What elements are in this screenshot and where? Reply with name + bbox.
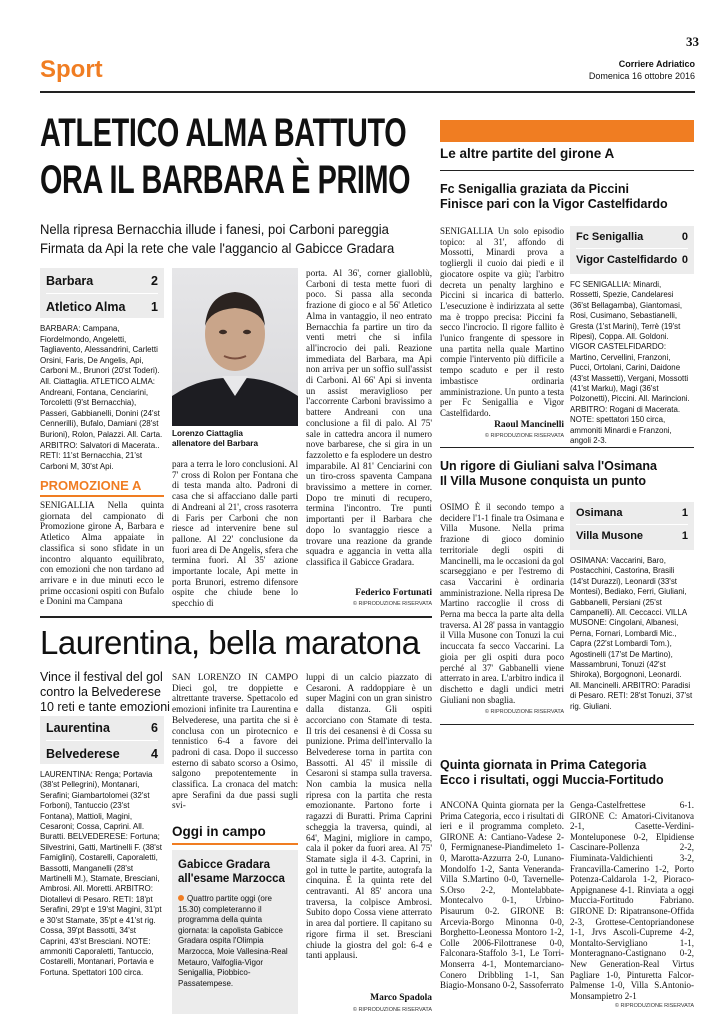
headline-line-2: ORA IL BARBARA È PRIMO <box>40 158 411 202</box>
oggi-text <box>178 894 292 989</box>
main-signature: Federico Fortunati <box>355 588 432 598</box>
team-goals: 1 <box>151 300 158 314</box>
score-row-away <box>576 525 688 542</box>
oggi-underline <box>172 843 298 845</box>
team-goals: 1 <box>681 507 688 519</box>
oggi-title <box>178 858 292 886</box>
subhead-line-1: Nella ripresa Bernacchia illude i fanesi, poi Carboni pareggia <box>40 221 389 237</box>
subhead-line-2: Firmata da Api la rete che vale l'aggancio al Gabicce Gradara <box>40 240 395 256</box>
coach-photo <box>172 268 298 426</box>
score-row-away <box>576 249 688 266</box>
headline-line-1: ATLETICO ALMA BATTUTO <box>40 111 407 155</box>
osimana-lineups: OSIMANA: Vaccarini, Baro, Postacchini, Castorina, Brasili (14'st Durazzi), Leonardi (33'st Montesi), Bediako, Ferri, Giuliani, Gabbanelli, Persiani (25'st Campanelli). All. Ceccacci. VILLA MUSONE: Cingolani, Albanesi, Perna, Fornari, Lombardi Mic., Capra (22'st Lombardi Tom.), Agostinelli (17'st De Martino), Massambruni, Tonuzi (42'st Shiroka), Borgognoni, Leonardi. All. Mancinelli. ARBITRO: Paradisi di Pesaro. RETI: 28'st Tonuzi, 37'st rig. Giuliani. <box>570 556 693 711</box>
oggi-label: Oggi in campo <box>172 824 266 839</box>
laurentina-text-col-1: SAN LORENZO IN CAMPO Dieci gol, tre doppiette e altrettante traverse. Spettacolo ed emozioni infinite tra Laurentina e Belvederese, una partita che si è conclusa con un pirotecnico e tennistico 6-4 a favore dei padroni di casa. Dopo il successo esterno di sabato scorso a Osimo, salgono prepotentemente in classifica. La cronaca del match: apre Serafini da due passi sugli svi- <box>172 672 298 811</box>
coach-photo-illustration <box>172 268 298 426</box>
main-subhead <box>40 220 430 258</box>
score-row-home <box>46 721 158 741</box>
team-goals: 2 <box>151 274 158 288</box>
team-name: Vigor Castelfidardo <box>576 254 678 266</box>
edition-date: Domenica 16 ottobre 2016 <box>588 71 695 81</box>
section-label: Sport <box>40 56 103 83</box>
team-name: Villa Musone <box>576 530 644 542</box>
laurentina-lineups: LAURENTINA: Renga; Portavia (38'st Pellegrini), Montanari, Serafini; Giambartolomei (32'st Forboni), Tantuccio (23'st Fontana), Mattioli, Magini, Cesaroni; Cossa, Caprini. All. Buratti. BELVEDERESE: Fortuna; Silvestrini, Gatti, Martinelli F. (38'st Famiglini), Costarelli, Caporaletti, Bassotti, Manganelli (28'st Martinelli M.), Stamate, Bresciani, Ambrosi. All. Moretti. ARBITRO: Diotallevi di Pesaro. RETI: 18'pt Serafini, 29'pt e 19'st Magini, 31'pt e 30'st Stamate, 35'pt e 41'st rig. Cossa, 39'pt Bassotti, 34'st Caprini, 43'st Bresciani. NOTE: ammoniti Caporaletti, Tantuccio, Costarelli, Montanari, Portavia e Fortuna. Spettatori 100 circa. <box>40 770 163 977</box>
fc-headline-line-1: Fc Senigallia graziata da Piccini <box>440 182 629 196</box>
oggi-box <box>172 850 298 1014</box>
promo-label: PROMOZIONE A <box>40 478 142 493</box>
main-text-col-2: para a terra le loro conclusioni. Al 7' cross di Rolon per Fontana che di testa manda alto. Padroni di casa che si affacciano dalle parti di Andreani al 21', cross rasoterra di Faris per Carboni che non riesce ad intervenire bene sul pallone. Al 22' conclusione da fuori area di De Angelis, sfera che termina fuori. Al 35' azione importante locale, Api mette in porta Brunori, estremo difensore ospite che chiude bene lo specchio di <box>172 459 298 609</box>
fc-senigallia-rights: © RIPRODUZIONE RISERVATA <box>484 433 564 439</box>
oggi-text-body: Quattro partite oggi (ore 15.30) completeranno il programma della quinta giornata: la capolista Gabicce Gradara ospita l'Olimpia Marzocca, Moie Vallesina-Real Metauro, Valfoglia-Vigor Senigallia, Piobbico-Passatempese. <box>178 894 288 988</box>
fc-headline-line-2: Finisce pari con la Vigor Castelfidardo <box>440 197 668 211</box>
newspaper-name: Corriere Adriatico <box>618 59 695 69</box>
team-goals: 0 <box>681 231 688 243</box>
sidebar-title: Le altre partite del girone A <box>440 146 615 161</box>
main-rights: © RIPRODUZIONE RISERVATA <box>352 601 432 607</box>
score-row-away <box>46 741 158 761</box>
photo-caption-line-2: allenatore del Barbara <box>172 439 259 448</box>
fc-senigallia-signature: Raoul Mancinelli <box>494 420 564 430</box>
team-name: Atletico Alma <box>46 300 126 314</box>
score-row-home <box>576 231 688 249</box>
osimana-headline <box>440 459 694 489</box>
main-lineups: BARBARA: Campana, Fiordelmondo, Angeletti, Tagliavento, Alessandrini, Carletti Orsini, Faris, De Angelis, Api, Carboni M., Brunori (20'st Toderi). All. Ciattaglia. ATLETICO ALMA: Andreani, Fontana, Cenciarini, Torcoletti (9'st Bernacchia), Passeri, Gabbianelli, Donini (24'st Cennerilli), Bufalo, Damiani (28'st Burioni), Rolon, Palazzi. All. Carta. ARBITRO: Salvatori di Macerata.. RETI: 11'st Bernacchia, 21'st Carboni M, 30'st Api. <box>40 324 163 471</box>
osimana-rights: © RIPRODUZIONE RISERVATA <box>484 709 564 715</box>
oggi-title-line-1: Gabicce Gradara <box>178 859 271 871</box>
oggi-title-line-2: all'esame Marzocca <box>178 873 285 885</box>
prima-rights: © RIPRODUZIONE RISERVATA <box>614 1003 694 1009</box>
score-box-barbara <box>40 268 164 318</box>
laurentina-text-col-2: luppi di un calcio piazzato di Cesaroni. A raddoppiare è un super Magini con un gran sinistro dalla distanza. Gli ospiti accorciano con Stamate di testa. Il tris dei cesanensi è di Cossa su punizione. Prima dell'intervallo la Belvederese torna in partita con Bassotti. Al 45' il missile di Cesaroni si stampa sulla traversa. Non cambia la musica nella ripresa con la partita che resta emozionante. Partono forte i ragazzi di Buratti. Prima Caprini scheggia la traversa, quindi, al 64', Magini, migliore in campo, cala il poker da fuori area. Al 75' Stamate sigla il 4-3. Caprini, in gol in tutte le partite, autografa la cinquina. È la quinta rete del centravanti. Al 85' ancora una traversa, la colpisce Ambrosi. Subito dopo Cossa viene atterrato in area dal portiere. Il capitano su rigore firma il set. Bresciani chiude la giostra del gol: 6-4 e tanti applausi. <box>306 672 432 961</box>
main-text-col-3: porta. Al 36', corner gialloblù, Carboni di testa mette fuori di poco. Si passa alla seconda frazione di gioco e al 56' Atletico Alma in vantaggio, il neo entrato Bernacchia fa partire un tiro da venti metri che si infila all'incrocio dei pali. Reazione immediata del Barbara, ma Api non arriva per un soffio sull'assist di Carboni. Al 66' Api si inventa un assist meraviglioso per l'accorrente Carboni bravissimo a battere Andreani con una conclusione a fil di palo. Al 75' sale in cattedra ancora il numero nove barbarese, che si gira in un fazzoletto e fa esplodere un destro imparabile. Al 81' Cenciarini con un tiro-cross spaventa Campana bravissimo a mettere in corner. Dopo tre minuti di recupero, termina l'incontro. Tre punti importanti per il Barbara che dopo lo svantaggio riesce a trovare una reazione da grande squadra e aggancia in vetta alla classifica il Gabicce Gradara. <box>306 268 432 567</box>
prima-text-col-2: Genga-Castelfrettese 6-1. GIRONE C: Amatori-Civitanova 2-1, Casette-Verdini-Monteluponese 0-2, Elpidiense Cascinare-Pollenza 2-2, Fiuminata-Valdichienti 3-2, Francavilla-Camerino 1-2, Porto Potenza-Caldarola 1-2, Pioraco-Appignanese 4-1. Rinviata a oggi Muccia-Fortitudo Fabriano. GIRONE D: Ripatransone-Offida 2-3, Grottese-Centopriandonese 1-1, Jrvs Ascoli-Cupreme 4-2, Montalto-Servigliano 1-1, Monteragnano-Castignano 0-2, New Generation-Real Virtus Pagliare 1-0, Pinturetta Falcor-Palmense 1-0, Villa S.Antonio-Monsampietro 2-1 <box>570 800 694 1001</box>
main-text-col-1: SENIGALLIA Nella quinta giornata del campionato di Promozione girone A, Barbara e Atletico Alma appaiate in classifica si sono sfidate in un incontro alquanto equilibrato, con emozioni che non tardano ad arrivare e in due minuti ecco le prime occasioni ospiti con Bufalo e Donini ma Campana <box>40 500 165 607</box>
prima-headline-line-1: Quinta giornata in Prima Categoria <box>440 758 647 772</box>
page-number: 33 <box>686 34 699 49</box>
sidebar-divider-2 <box>440 724 694 725</box>
team-name: Fc Senigallia <box>576 231 644 243</box>
score-box-laurentina <box>40 716 164 764</box>
prima-headline <box>440 758 694 788</box>
team-name: Laurentina <box>46 721 110 735</box>
fc-senigallia-lineups: FC SENIGALLIA: Minardi, Rossetti, Spezie, Candelaresi (36'st Bellagamba), Giantomasi, Rosi, Cusimano, Sebastianelli, Gresta (1'st Marini), Terrè (19'st Ripesi), Coppa. All. Goldoni. VIGOR CASTELFIDARDO: Martino, Cervellini, Franzoni, Pucci, Ortolani, Carini, Daidone (43'st Massetti), Vergani, Mossotti (41'st Marku), Magi (36'st Polzonetti), Piccini. All. Marincioni. ARBITRO: Rogani di Macerata. NOTE: spettatori 150 circa, ammoniti Minardi e Franzoni, angoli 2-3. <box>570 280 690 446</box>
sidebar-divider-1 <box>440 447 694 448</box>
laurentina-top-rule <box>40 616 432 618</box>
osimana-headline-line-2: Il Villa Musone conquista un punto <box>440 474 647 488</box>
score-row-home <box>46 274 158 294</box>
promo-underline <box>40 495 164 497</box>
header-rule <box>40 91 695 93</box>
prima-headline-line-2: Ecco i risultati, oggi Muccia-Fortitudo <box>440 773 664 787</box>
sidebar-accent-bar <box>440 120 694 142</box>
laurentina-subhead-line-2: contro la Belvederese <box>40 685 161 699</box>
prima-text-col-1: ANCONA Quinta giornata per la Prima Categoria, ecco i risultati di ieri e il programma completo. GIRONE A: Cantiano-Vadese 2-0, Fermignanese-Piandimeleto 1-0, Marotta-Azzurra 2-0, Lunano-Mondolfo 1-2, Santa Veneranda-Villa S.Martino 0-0, Tavernelle-S.Orso 2-2, Montelabbate-Montecalvo 0-1, Urbino-Pisaurum 0-2. GIRONE B: Arcevia-Borgo Minonna 0-0, Borghetto-Leonessa Montoro 1-2, Colle 2006-Filottranese 0-0, Falconara-Staffolo 3-1, Le Torri-Monserra 4-1, Montemarciano-Conero Dribbling 1-1, San Biagio-Monsano 0-2, Sassoferrato <box>440 800 564 991</box>
team-name: Barbara <box>46 274 94 288</box>
fc-senigallia-headline <box>440 182 694 212</box>
team-goals: 1 <box>681 530 688 542</box>
team-goals: 0 <box>681 254 688 266</box>
photo-caption <box>172 429 298 449</box>
laurentina-headline: Laurentina, bella maratona <box>40 624 420 661</box>
score-box-osimana <box>570 502 694 550</box>
laurentina-signature: Marco Spadola <box>370 993 432 1003</box>
laurentina-subhead <box>40 670 170 715</box>
sidebar-title-rule <box>440 170 694 171</box>
laurentina-subhead-line-3: 10 reti e tante emozioni <box>40 700 170 714</box>
team-name: Belvederese <box>46 747 120 761</box>
bullet-icon <box>178 895 184 901</box>
team-goals: 6 <box>151 721 158 735</box>
team-goals: 4 <box>151 747 158 761</box>
osimana-headline-line-1: Un rigore di Giuliani salva l'Osimana <box>440 459 657 473</box>
score-row-away <box>46 294 158 314</box>
osimana-text: OSIMO È il secondo tempo a decidere l'1-1 finale tra Osimana e Villa Musone. Nella prima frazione di gioco dominio territoriale degli ospiti di Mancinelli, ma le occasioni da gol scarseggiano e per l'estremo di casa Vaccarini è ordinaria amministrazione. Nella ripresa De Martino raccoglie il cross di Perna ma becca la parte alta della traversa. Al 28' passa in vantaggio il Villa Musone con Tonuzi la cui incuccata fa secco Vaccarini. La gioia per gli ospiti dura poco perché al 37' Gabbanelli viene atterrato in area. L'arbitro indica il dischetto e dagli undici metri Giuliani non sbaglia. <box>440 502 564 705</box>
score-box-fc-senigallia <box>570 226 694 274</box>
score-row-home <box>576 507 688 525</box>
team-name: Osimana <box>576 507 623 519</box>
laurentina-rights: © RIPRODUZIONE RISERVATA <box>352 1007 432 1013</box>
main-headline <box>40 110 411 204</box>
laurentina-subhead-line-1: Vince il festival del gol <box>40 670 163 684</box>
photo-caption-line-1: Lorenzo Ciattaglia <box>172 429 243 438</box>
fc-senigallia-text: SENIGALLIA Un solo episodio topico: al 31', affondo di Mossotti, Minardi prova a togliergli il cuoio dai piedi e il giocatore ospite va giù; l'arbitro decreta un penalty larghino e Piccini si incarica di batterlo. L'esecuzione è indirizzata al sette ma è troppo precisa: Piccini fa secco l'incrocio. Il rigore fallito è l'unico frangente di spessore in una partita nella quale Martino compie l'intervento più difficile a tempo scaduto e per il resto imbastisce ordinaria amministrazione. Un punto a testa per Fc Senigallia e Vigor Castelfidardo. <box>440 226 564 418</box>
